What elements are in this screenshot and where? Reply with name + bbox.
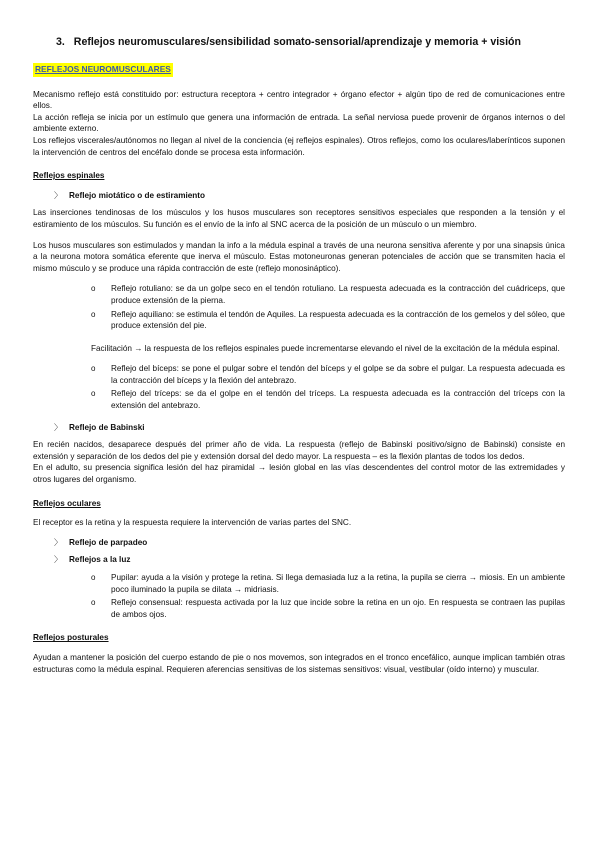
list-item-label: Reflejo miotático o de estiramiento (69, 190, 206, 200)
list-item-text: Reflejo rotuliano: se da un golpe seco en el tendón rotuliano. La respuesta adecuada es la contracción del cuádriceps, que produce extensión de la pierna. (111, 284, 565, 305)
section-heading-ocular: Reflejos oculares (33, 498, 101, 508)
list-item (91, 597, 565, 620)
facilitation-note: Facilitación → la respuesta de los reflejos espinales puede incrementarse elevando el nivel de la excitación de la médula espinal. (91, 343, 560, 353)
list-item-label: Reflejo de Babinski (69, 422, 145, 432)
list-item-label: Reflejo de parpadeo (69, 537, 148, 547)
paragraph: Los husos musculares son estimulados y mandan la info a la médula espinal a través de una neurona sensitiva aferente y por una sinapsis única a la neurona motora somática eferente que inerva el músculo. Estas motoneuronas generan potenciales de acción que se transmiten hacia el mismo músculo y se produce una rápida contracción de este (reflejo monosináptico). (33, 240, 565, 273)
chevron-right-icon: 〉 (54, 190, 63, 200)
list-item-text: Reflejo consensual: respuesta activada por la luz que incide sobre la retina en un ojo. En respuesta se contraen las pupilas de ambos ojos. (111, 598, 565, 619)
list-item (91, 572, 565, 595)
circle-bullet-icon: o (91, 309, 96, 319)
circle-bullet-icon: o (91, 364, 96, 374)
document-content (33, 36, 565, 675)
title-number: 3. (56, 36, 65, 48)
paragraph: El receptor es la retina y la respuesta requiere la intervención de varias partes del SNC. (33, 518, 352, 528)
intro-paragraph: Los reflejos viscerales/autónomos no llegan al nivel de la conciencia (ej reflejos espinales). Otros reflejos, como los oculares/laberínticos suponen la intervención de centros del encéfalo donde se procesa esta información. (33, 135, 565, 157)
list-item-label: Reflejos a la luz (69, 555, 131, 565)
circle-bullet-icon: o (91, 573, 96, 582)
highlighted-heading: REFLEJOS NEUROMUSCULARES (33, 63, 173, 77)
list-item (33, 554, 565, 566)
list-item (33, 422, 565, 434)
list-item (33, 537, 565, 549)
list-item-text: Reflejo del tríceps: se da el golpe en el tendón del tríceps. La respuesta adecuada es la contracción del tríceps con la extensión del antebrazo. (111, 389, 565, 411)
list-item (33, 190, 565, 202)
list-item (91, 388, 565, 411)
paragraph: En el adulto, su presencia significa lesión del haz piramidal → lesión global en las vías descendentes del control motor de las extremidades y otros lugares del organismo. (33, 463, 565, 485)
section-heading-postural: Reflejos posturales (33, 633, 109, 643)
circle-bullet-icon: o (91, 284, 96, 294)
list-item-text: Reflejo del bíceps: se pone el pulgar sobre el tendón del bíceps y el golpe se da sobre el pulgar. La respuesta adecuada es la contracción del bíceps y la flexión del antebrazo. (111, 364, 565, 385)
intro-paragraph: Mecanismo reflejo está constituido por: estructura receptora + centro integrador + órgano efector + algún tipo de red de comunicaciones entre ellos. (33, 89, 565, 111)
paragraph: En recién nacidos, desaparece después del primer año de vida. La respuesta (reflejo de Babinski positivo/signo de Babinski) consiste en extensión y separación de los dedos del pie y extensión dorsal del dedo mayor. La respuesta – es la flexión plantas de todos los dedos. (33, 440, 565, 461)
list-item (91, 363, 565, 386)
intro-paragraph: La acción refleja se inicia por un estímulo que genera una información de entrada. La señal nerviosa puede provenir de órganos internos o del ambiente externo. (33, 112, 565, 134)
list-item-text: Pupilar: ayuda a la visión y protege la retina. Si llega demasiada luz a la retina, la pupila se cierra → miosis. En un ambiente poco iluminado la pupila se dilata → midriasis. (111, 573, 565, 594)
paragraph: Las inserciones tendinosas de los músculos y los husos musculares son receptores sensitivos especiales que responden a la tensión y el estiramiento de los músculos. Su función es el envío de la info al SNC acerca de la posición de un músculo o un miembro. (33, 208, 565, 229)
chevron-right-icon: 〉 (54, 537, 63, 547)
list-item (91, 283, 565, 306)
list-item (91, 309, 565, 332)
paragraph: Ayudan a mantener la posición del cuerpo estando de pie o nos movemos, son integrados en el tronco encefálico, aunque implican también otras estructuras como la médula espinal. Requieren aferencias sensitivas de los sistemas sensitivos: visual, vestibular (oído interno) y muscular. (33, 652, 565, 674)
chevron-right-icon: 〉 (54, 555, 63, 565)
page-title (56, 36, 565, 49)
circle-bullet-icon: o (91, 598, 96, 608)
circle-bullet-icon: o (91, 389, 96, 399)
title-text: Reflejos neuromusculares/sensibilidad somato-sensorial/aprendizaje y memoria + visión (73, 36, 521, 48)
section-heading-spinal: Reflejos espinales (33, 171, 105, 181)
chevron-right-icon: 〉 (54, 422, 63, 432)
list-item-text: Reflejo aquiliano: se estimula el tendón de Aquiles. La respuesta adecuada es la contracción de los gemelos y del sóleo, que produce extensión del pie. (111, 309, 565, 331)
